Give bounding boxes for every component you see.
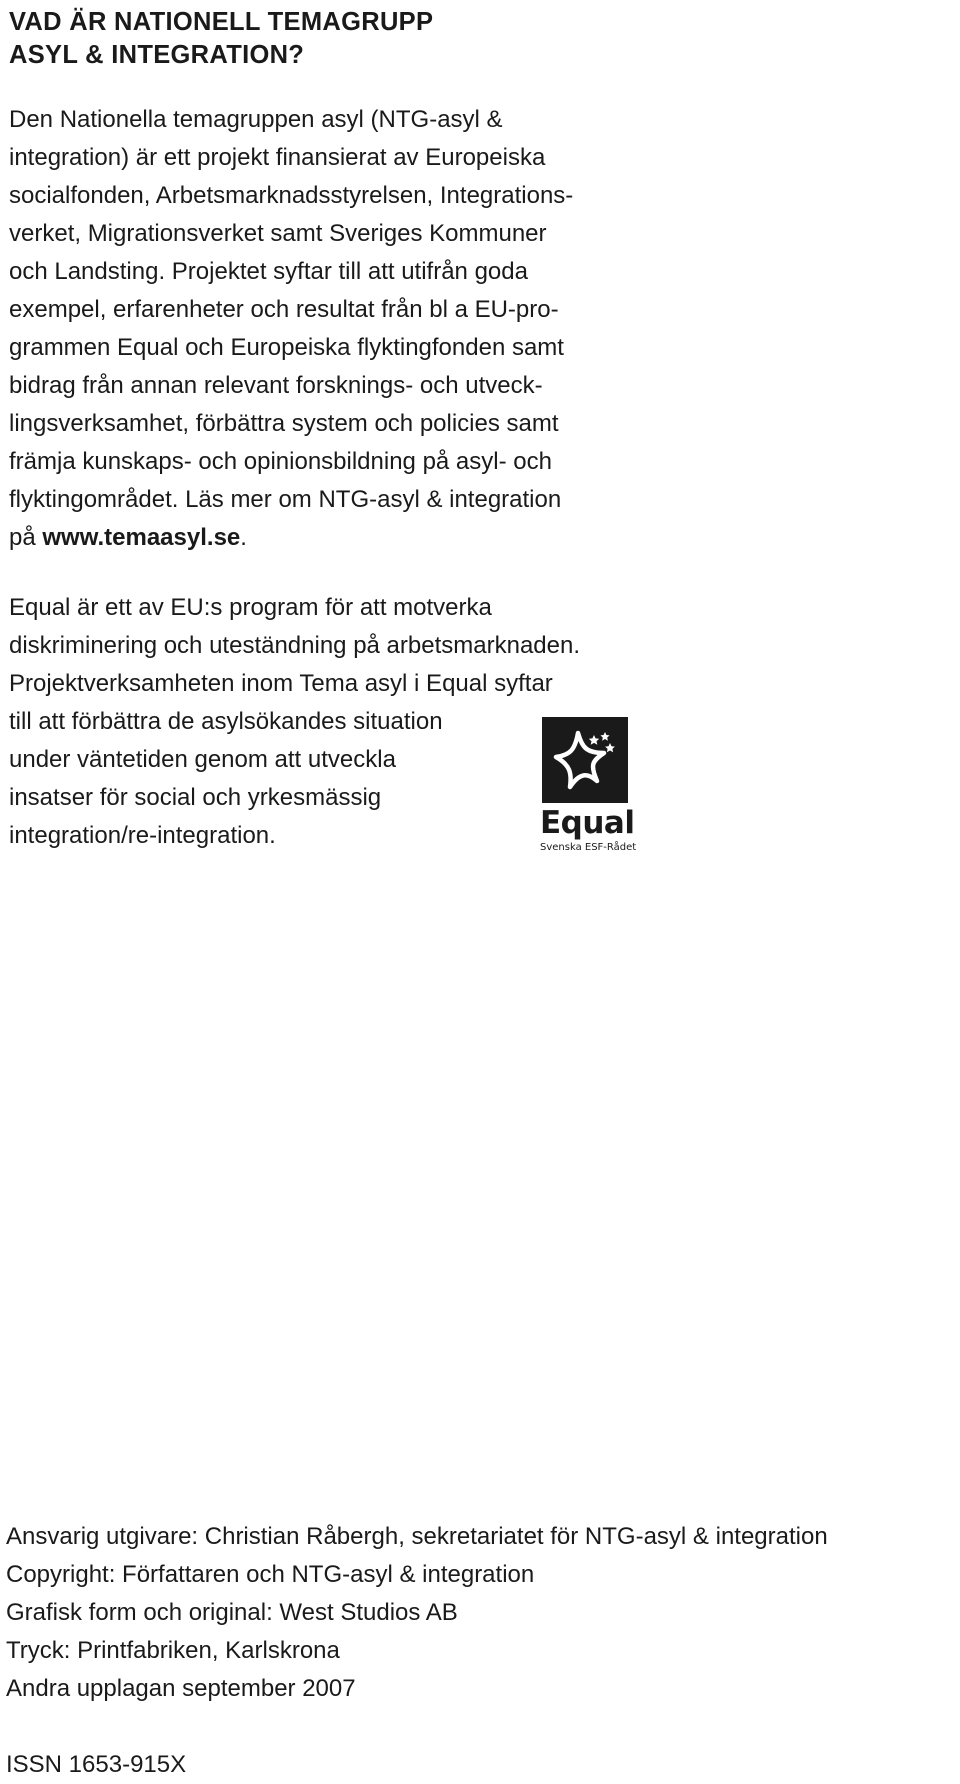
star-icon xyxy=(542,717,628,803)
title-line-2: ASYL & INTEGRATION? xyxy=(9,41,305,69)
equal-line: under väntetiden genom att utveckla xyxy=(9,746,396,773)
website-link[interactable]: www.temaasyl.se xyxy=(42,524,241,551)
intro-line: lingsverksamhet, förbättra system och policies samt xyxy=(9,410,559,437)
intro-line: och Landsting. Projektet syftar till att utifrån goda xyxy=(9,258,528,285)
equal-line: till att förbättra de asylsökandes situation xyxy=(9,708,443,735)
intro-line: exempel, erfarenheter och resultat från bl a EU-pro- xyxy=(9,296,559,323)
title-line-1: VAD ÄR NATIONELL TEMAGRUPP xyxy=(9,8,434,36)
intro-line: integration) är ett projekt finansierat av Europeiska xyxy=(9,144,546,171)
issn-number: ISSN 1653-915X xyxy=(6,1751,187,1778)
colophon-print: Tryck: Printfabriken, Karlskrona xyxy=(6,1637,340,1664)
intro-line: bidrag från annan relevant forsknings- och utveck- xyxy=(9,372,543,399)
intro-line: främja kunskaps- och opinionsbildning på asyl- och xyxy=(9,448,552,475)
colophon-publisher: Ansvarig utgivare: Christian Råbergh, sekretariatet för NTG-asyl & integration xyxy=(6,1523,828,1550)
equal-logo xyxy=(540,717,637,857)
logo-subtitle: Svenska ESF-Rådet xyxy=(540,842,637,853)
equal-line: diskriminering och uteständning på arbetsmarknaden. xyxy=(9,632,580,659)
colophon xyxy=(6,1518,828,1708)
intro-line: verket, Migrationsverket samt Sveriges Kommuner xyxy=(9,220,547,247)
intro-line: flyktingområdet. Läs mer om NTG-asyl & integration xyxy=(9,486,562,513)
intro-last-prefix: på xyxy=(9,524,43,551)
equal-line: Projektverksamheten inom Tema asyl i Equal syftar xyxy=(9,670,553,697)
intro-line: Den Nationella temagruppen asyl (NTG-asyl & xyxy=(9,106,503,133)
colophon-copyright: Copyright: Författaren och NTG-asyl & integration xyxy=(6,1561,535,1588)
equal-line: Equal är ett av EU:s program för att motverka xyxy=(9,594,492,621)
page-title xyxy=(9,6,433,72)
equal-line: insatser för social och yrkesmässig xyxy=(9,784,382,811)
equal-paragraph xyxy=(9,589,580,855)
colophon-edition: Andra upplagan september 2007 xyxy=(6,1675,356,1702)
equal-line: integration/re-integration. xyxy=(9,822,276,849)
intro-line: grammen Equal och Europeiska flyktingfonden samt xyxy=(9,334,564,361)
intro-last-line xyxy=(9,519,573,557)
intro-line: socialfonden, Arbetsmarknadsstyrelsen, Integrations- xyxy=(9,182,574,209)
logo-wordmark: Equal xyxy=(540,805,635,841)
intro-paragraph xyxy=(9,101,573,557)
colophon-design: Grafisk form och original: West Studios AB xyxy=(6,1599,458,1626)
intro-last-suffix: . xyxy=(240,524,247,551)
